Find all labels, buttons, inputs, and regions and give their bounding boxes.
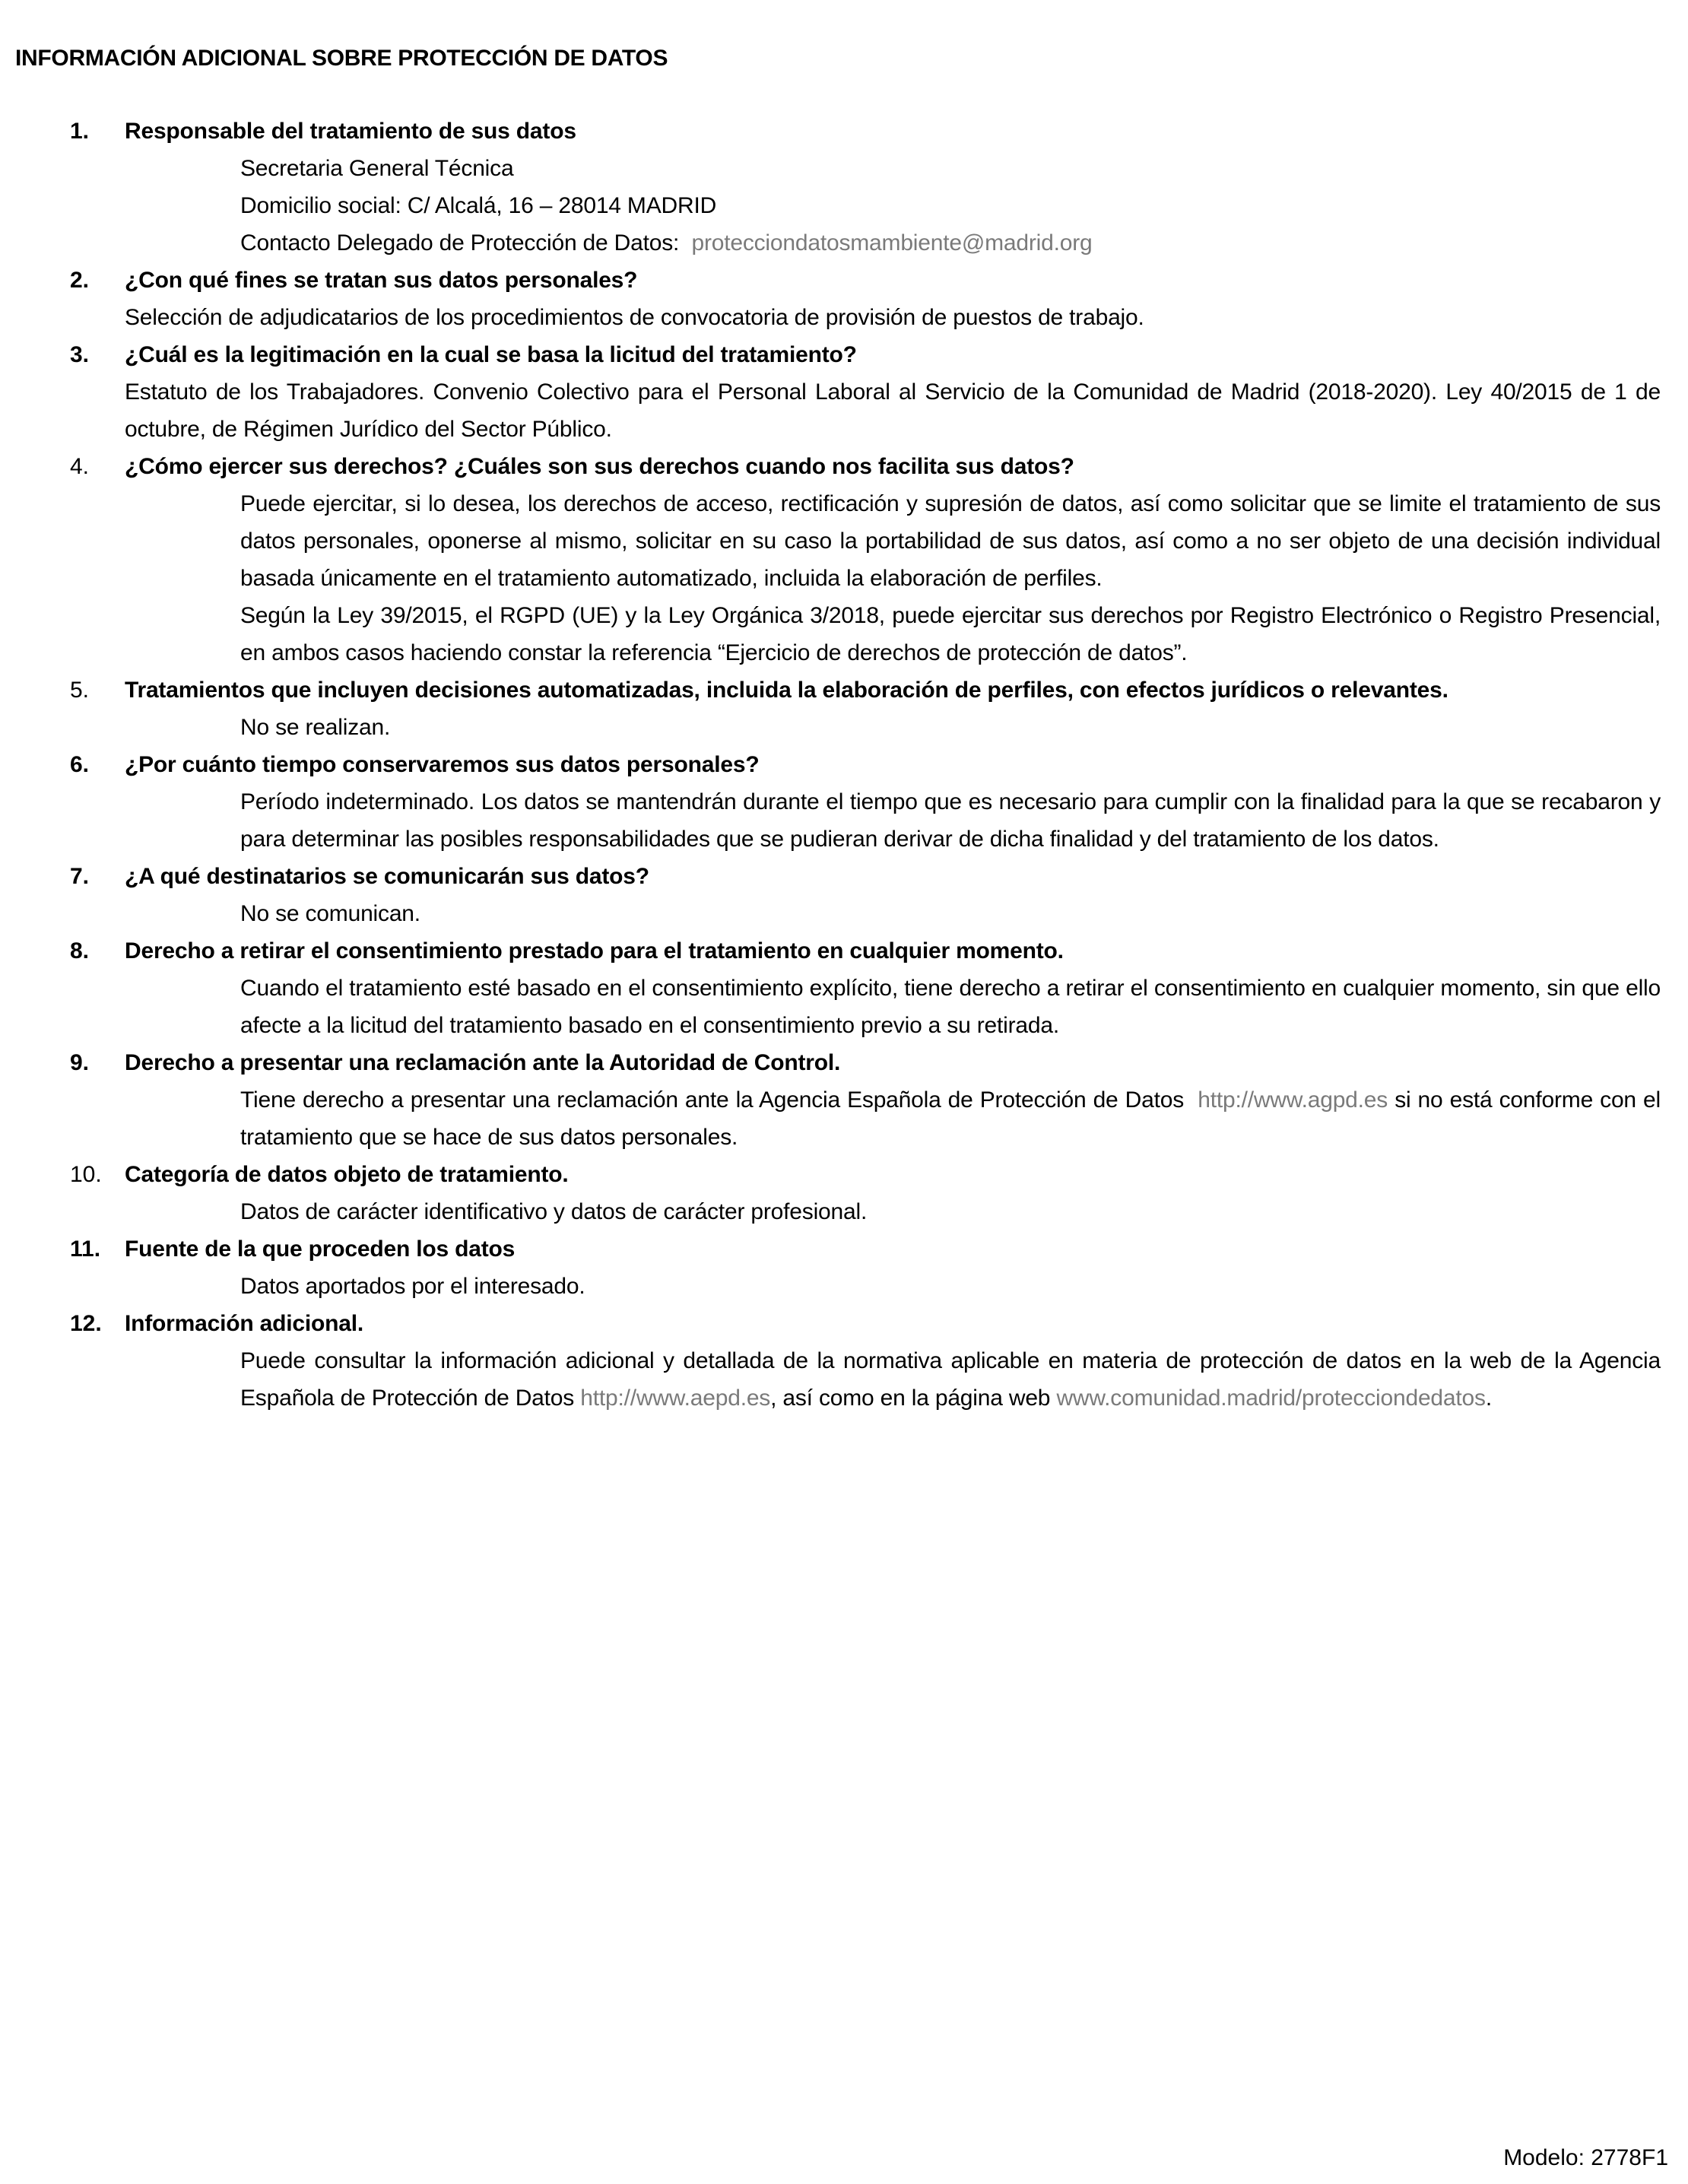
section-heading: Responsable del tratamiento de sus datos — [125, 119, 576, 144]
section-number: 8. — [70, 938, 90, 963]
section-10 — [0, 1156, 1688, 1230]
section-text-after: . — [1485, 1386, 1492, 1411]
section-number: 5. — [70, 678, 90, 703]
section-number: 3. — [70, 342, 90, 367]
section-paragraph: Según la Ley 39/2015, el RGPD (UE) y la Ley Orgánica 3/2018, puede ejercitar sus derechos por Registro Electrónico o Registro Presencial, en ambos casos haciendo constar la referencia “Ejercicio de derechos de protección de datos”. — [240, 603, 1661, 665]
section-text: No se realizan. — [240, 715, 391, 740]
section-heading: ¿Con qué fines se tratan sus datos personales? — [125, 268, 638, 293]
section-text: Datos de carácter identificativo y datos de carácter profesional. — [240, 1199, 868, 1224]
model-code: Modelo: 2778F1 — [1503, 2145, 1668, 2170]
section-6 — [0, 746, 1688, 858]
section-heading: Categoría de datos objeto de tratamiento. — [125, 1162, 569, 1187]
section-1 — [0, 113, 1688, 262]
section-text: Cuando el tratamiento esté basado en el consentimiento explícito, tiene derecho a retirar el consentimiento en cualquier momento, sin que ello afecte a la licitud del tratamiento basado en el consentimiento previo a su retirada. — [240, 976, 1661, 1038]
section-text-before: Tiene derecho a presentar una reclamación ante la Agencia Española de Protección de Datos — [240, 1087, 1185, 1113]
aepd-link[interactable]: http://www.aepd.es — [580, 1386, 771, 1411]
responsible-name: Secretaria General Técnica — [240, 156, 514, 181]
section-text: No se comunican. — [240, 901, 420, 926]
section-3 — [0, 336, 1688, 448]
section-text-before: Puede consultar la información adicional y detallada de la normativa aplicable en materia de protección de datos en la web de la Agencia Española de Protección de Datos — [240, 1348, 1661, 1411]
section-number: 7. — [70, 864, 90, 889]
section-text — [240, 1342, 1661, 1417]
section-text: Selección de adjudicatarios de los procedimientos de convocatoria de provisión de puestos de trabajo. — [125, 305, 1144, 330]
section-number: 11. — [70, 1236, 101, 1262]
section-heading: Derecho a retirar el consentimiento prestado para el tratamiento en cualquier momento. — [125, 938, 1064, 963]
section-12 — [0, 1305, 1688, 1417]
section-text — [240, 1081, 1661, 1156]
section-number: 12. — [70, 1311, 102, 1336]
dpo-contact — [240, 224, 1661, 262]
section-4 — [0, 448, 1688, 671]
section-heading: Tratamientos que incluyen decisiones automatizadas, incluida la elaboración de perfiles, con efectos jurídicos o relevantes. — [125, 678, 1448, 703]
agpd-link[interactable]: http://www.agpd.es — [1198, 1087, 1388, 1113]
page-title: INFORMACIÓN ADICIONAL SOBRE PROTECCIÓN DE DATOS — [15, 46, 668, 71]
dpo-contact-label: Contacto Delegado de Protección de Datos: — [240, 230, 680, 256]
dpo-email-link[interactable]: protecciondatosmambiente@madrid.org — [691, 230, 1093, 256]
section-number: 10. — [70, 1162, 102, 1187]
section-2 — [0, 262, 1688, 336]
section-number: 1. — [70, 119, 90, 144]
section-heading: ¿Por cuánto tiempo conservaremos sus datos personales? — [125, 752, 760, 777]
section-heading: ¿Cómo ejercer sus derechos? ¿Cuáles son sus derechos cuando nos facilita sus datos? — [125, 454, 1074, 479]
section-number: 9. — [70, 1050, 90, 1075]
section-9 — [0, 1044, 1688, 1156]
section-text: Datos aportados por el interesado. — [240, 1274, 585, 1299]
comunidad-madrid-link[interactable]: www.comunidad.madrid/protecciondedatos — [1056, 1386, 1486, 1411]
section-7 — [0, 858, 1688, 932]
section-heading: Fuente de la que proceden los datos — [125, 1236, 516, 1262]
registered-address: Domicilio social: C/ Alcalá, 16 – 28014 MADRID — [240, 193, 717, 218]
section-heading: ¿A qué destinatarios se comunicarán sus datos? — [125, 864, 649, 889]
section-number: 6. — [70, 752, 90, 777]
section-heading: Derecho a presentar una reclamación ante la Autoridad de Control. — [125, 1050, 841, 1075]
section-paragraph: Puede ejercitar, si lo desea, los derechos de acceso, rectificación y supresión de datos, así como solicitar que se limite el tratamiento de sus datos personales, oponerse al mismo, solicitar en su caso la portabilidad de sus datos, así como a no ser objeto de una decisión individual basada únicamente en el tratamiento automatizado, incluida la elaboración de perfiles. — [240, 491, 1661, 591]
section-heading: Información adicional. — [125, 1311, 363, 1336]
section-text-middle: , así como en la página web — [770, 1386, 1051, 1411]
section-5 — [0, 671, 1688, 746]
section-11 — [0, 1230, 1688, 1305]
section-text: Estatuto de los Trabajadores. Convenio Colectivo para el Personal Laboral al Servicio de la Comunidad de Madrid (2018-2020). Ley 40/2015 de 1 de octubre, de Régimen Jurídico del Sector Público. — [125, 379, 1661, 442]
section-text: Período indeterminado. Los datos se mantendrán durante el tiempo que es necesario para cumplir con la finalidad para la que se recabaron y para determinar las posibles responsabilidades que se pudieran derivar de dicha finalidad y del tratamiento de los datos. — [240, 789, 1661, 852]
sections-list — [0, 113, 1688, 1417]
section-number: 4. — [70, 454, 90, 479]
section-number: 2. — [70, 268, 90, 293]
section-heading: ¿Cuál es la legitimación en la cual se basa la licitud del tratamiento? — [125, 342, 857, 367]
section-text-after: si no está conforme con el tratamiento que se hace de sus datos personales. — [240, 1087, 1661, 1150]
section-8 — [0, 932, 1688, 1044]
